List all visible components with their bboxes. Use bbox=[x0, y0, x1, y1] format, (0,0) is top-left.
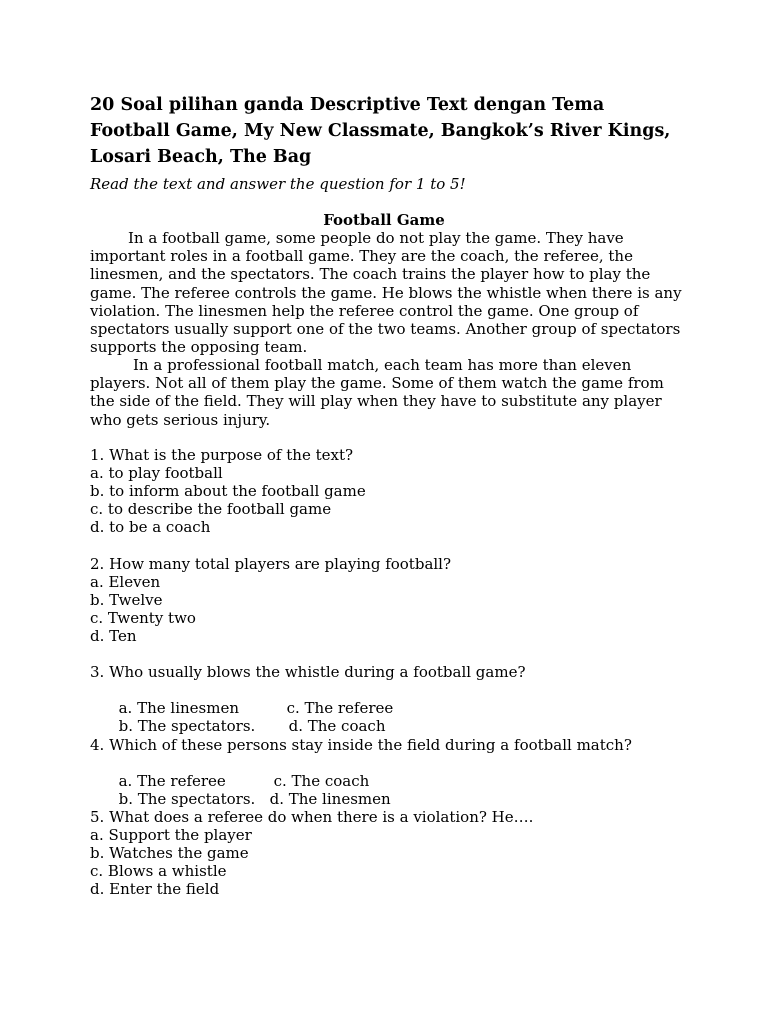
question-3-option-d: d. The coach bbox=[288, 717, 386, 736]
question-3-option-a: a. The linesmen bbox=[118, 699, 239, 718]
question-4-options-row-1 bbox=[90, 754, 690, 791]
question-3 bbox=[90, 663, 690, 736]
question-3-options-row-1 bbox=[90, 681, 690, 718]
question-2-text: 2. How many total players are playing football? bbox=[90, 555, 452, 573]
question-1-option-c: c. to describe the football game bbox=[90, 500, 332, 519]
story-paragraph-1: In a football game, some people do not play the game. They have important roles in a football game. They are the coach, the referee, the linesmen, and the spectators. The coach trains the player how to play the game. The referee controls the game. He blows the whistle when there is any violation. The linesmen help the referee control the game. One group of spectators usually support one of the two teams. Another group of spectators supports the opposing team. bbox=[90, 229, 682, 357]
question-1 bbox=[90, 446, 690, 536]
question-4-option-d: d. The linesmen bbox=[269, 790, 391, 809]
question-2-option-b: b. Twelve bbox=[90, 591, 163, 610]
question-1-option-b: b. to inform about the football game bbox=[90, 482, 366, 501]
story-title: Football Game bbox=[323, 211, 445, 229]
story-paragraph-2: In a professional football match, each team has more than eleven players. Not all of them play the game. Some of them watch the game from the side of the field. They will play when they have to substitute any player who gets serious injury. bbox=[90, 356, 664, 429]
question-4-option-b: b. The spectators. bbox=[118, 790, 256, 809]
question-2-option-d: d. Ten bbox=[90, 627, 137, 646]
question-5-option-c: c. Blows a whistle bbox=[90, 862, 227, 881]
question-3-option-c: c. The referee bbox=[286, 699, 394, 718]
question-5-option-d: d. Enter the field bbox=[90, 880, 220, 899]
question-2-option-a: a. Eleven bbox=[90, 573, 161, 592]
question-4 bbox=[90, 736, 690, 809]
question-1-option-a: a. to play football bbox=[90, 464, 223, 483]
question-5-text: 5. What does a referee do when there is a violation? He…. bbox=[90, 808, 534, 826]
question-3-option-b: b. The spectators. bbox=[118, 717, 256, 736]
question-4-option-a: a. The referee bbox=[118, 772, 226, 791]
question-3-text: 3. Who usually blows the whistle during a football game? bbox=[90, 663, 526, 681]
question-5-option-b: b. Watches the game bbox=[90, 844, 249, 863]
question-2-option-c: c. Twenty two bbox=[90, 609, 196, 628]
question-5 bbox=[90, 808, 690, 898]
instruction-text: Read the text and answer the question for 1 to 5! bbox=[90, 175, 466, 193]
question-5-option-a: a. Support the player bbox=[90, 826, 252, 845]
question-1-option-d: d. to be a coach bbox=[90, 518, 211, 537]
question-4-text: 4. Which of these persons stay inside the field during a football match? bbox=[90, 736, 632, 754]
document-title: 20 Soal pilihan ganda Descriptive Text dengan Tema Football Game, My New Classmate, Bangkok’s River Kings, Losari Beach, The Bag bbox=[90, 95, 671, 167]
question-1-text: 1. What is the purpose of the text? bbox=[90, 446, 354, 464]
question-4-option-c: c. The coach bbox=[273, 772, 370, 791]
question-2 bbox=[90, 555, 690, 645]
